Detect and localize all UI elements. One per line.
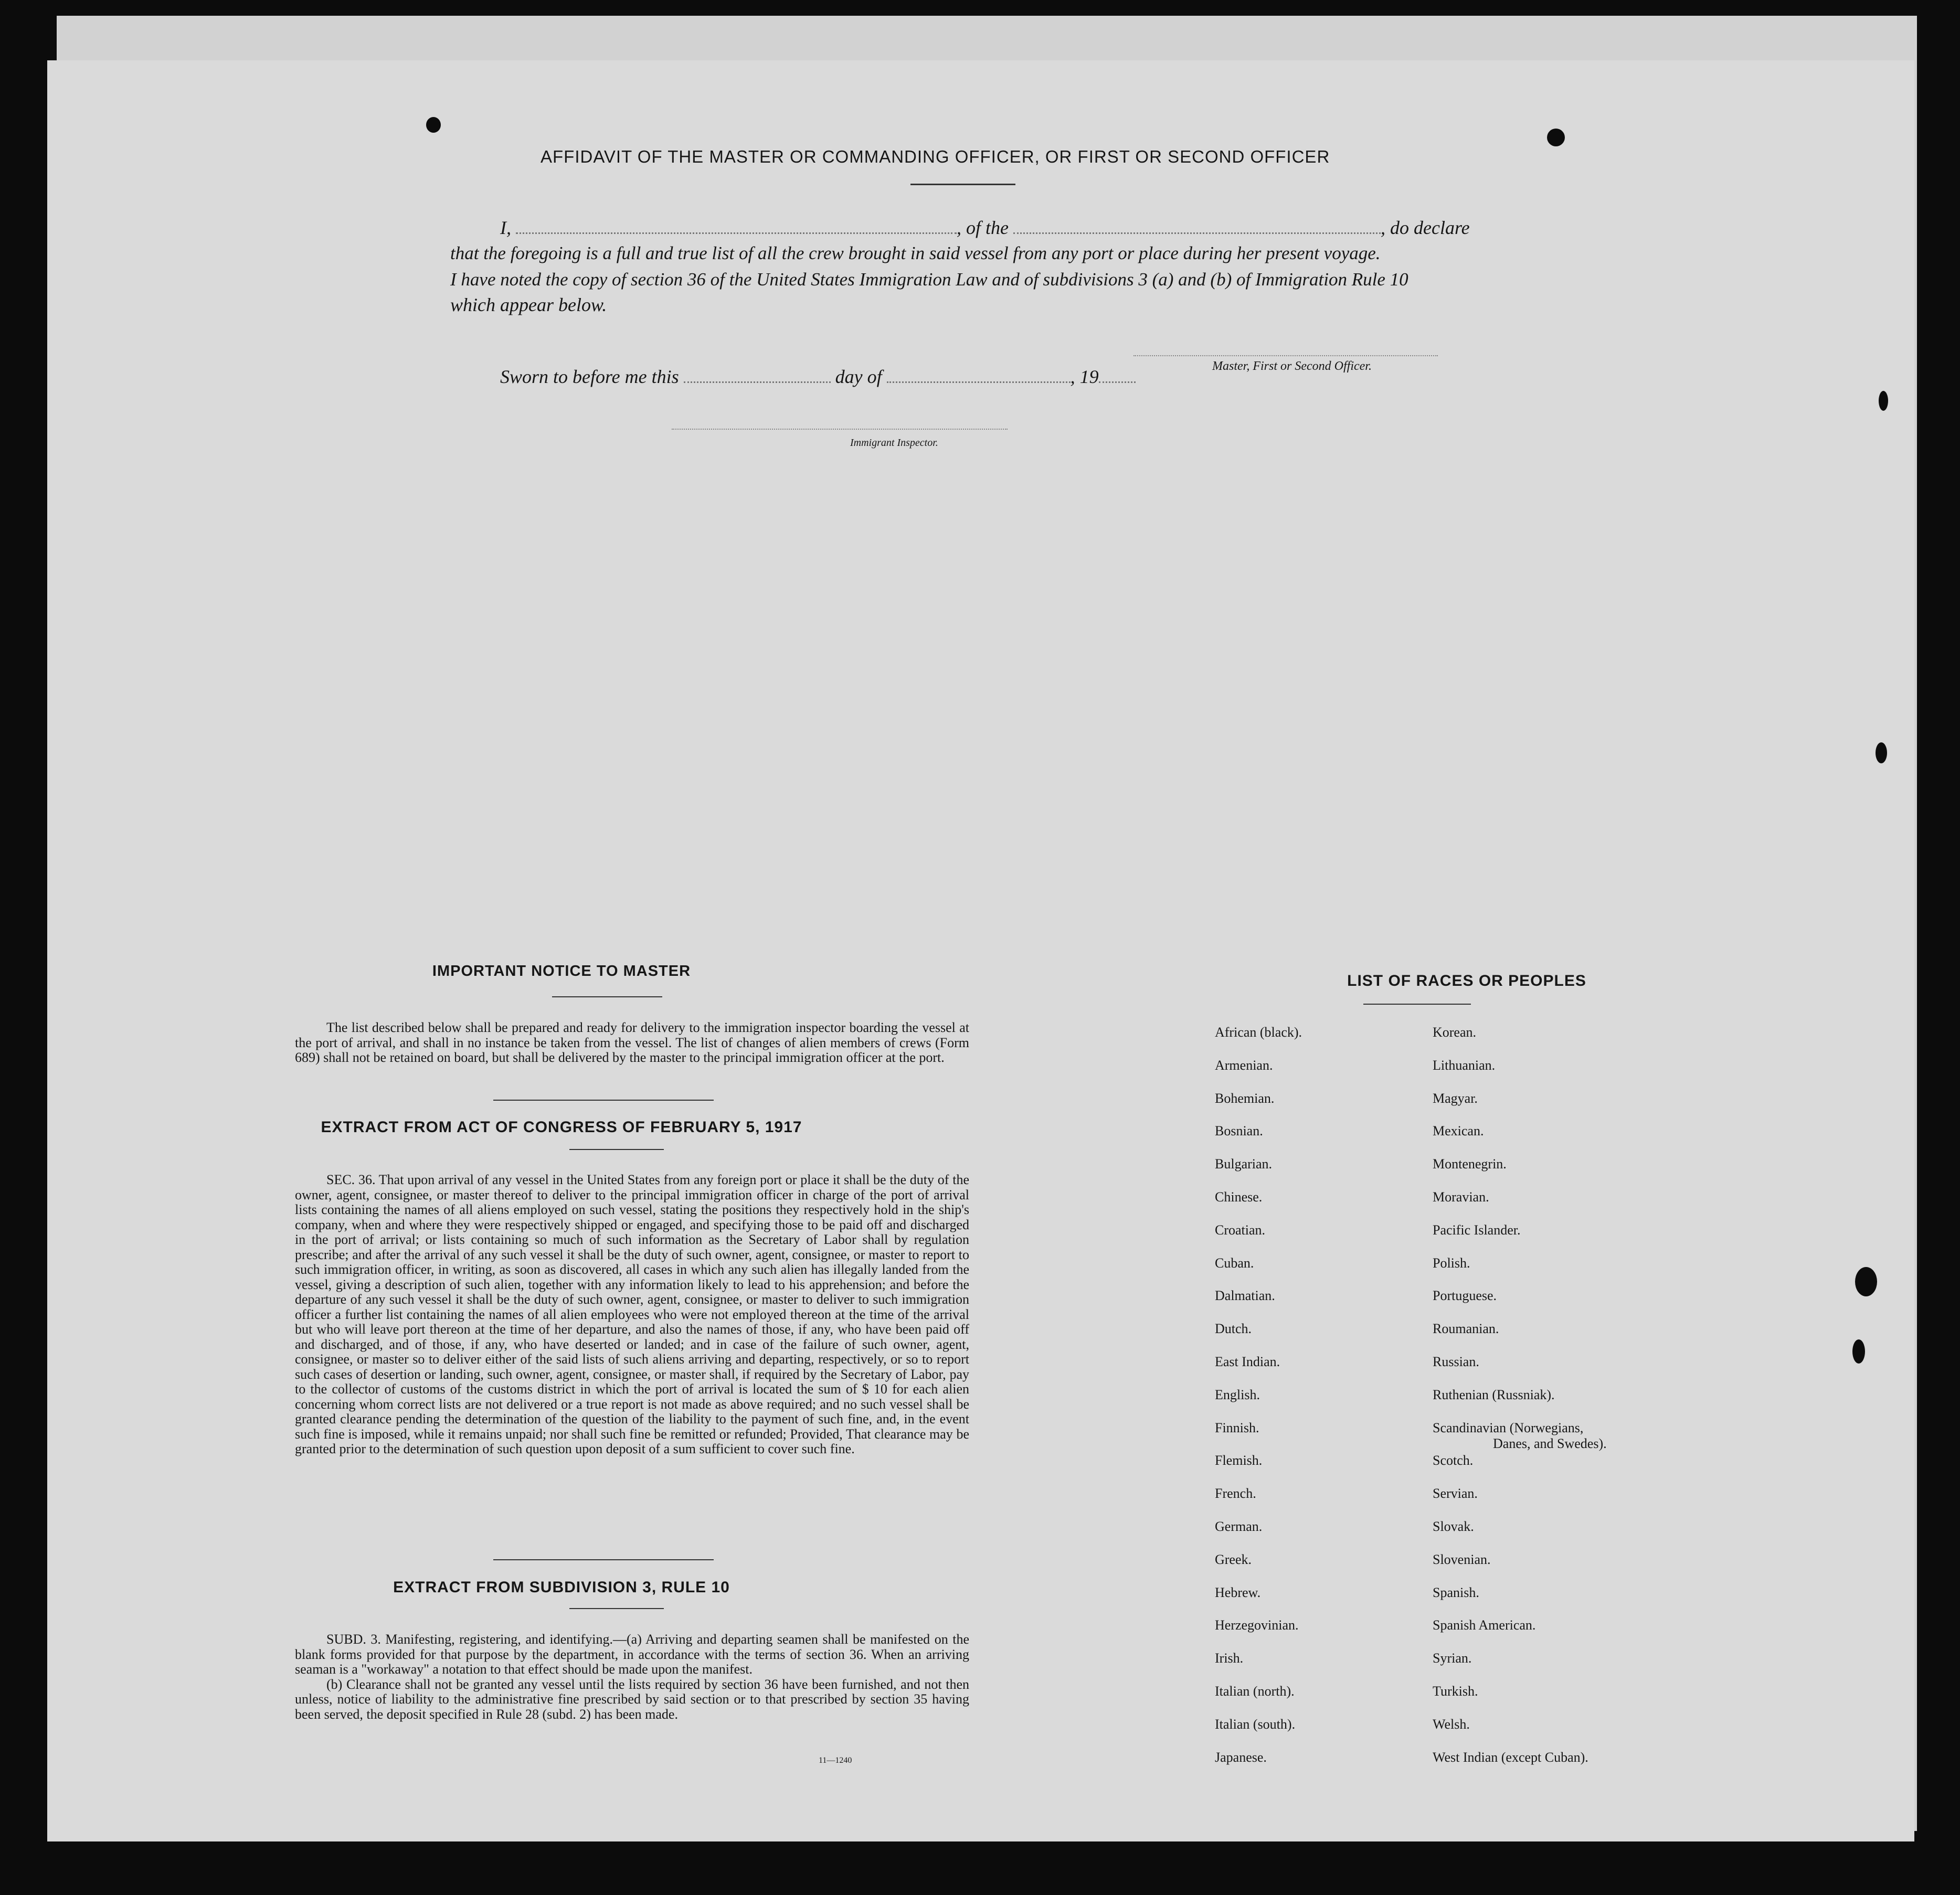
title-rule [910, 184, 1015, 185]
rule-paragraph-a: SUBD. 3. Manifesting, registering, and identifying.—(a) Arriving and departing seamen shall be manifested on the blank forms provided for that purpose by the department, in accordance with the terms of section 36. When an arriving seaman is a "workaway" a notation to that effect should be made upon the manifest. [295, 1632, 969, 1677]
race-item: Mexican. [1433, 1123, 1484, 1139]
affidavit-declaration-line [450, 217, 1537, 239]
race-item: English. [1215, 1387, 1260, 1402]
inspector-caption: Immigrant Inspector. [850, 437, 938, 449]
race-item: Pacific Islander. [1433, 1222, 1521, 1238]
race-item: Dalmatian. [1215, 1288, 1275, 1304]
race-item: Bulgarian. [1215, 1156, 1273, 1172]
punch-hole [1855, 1267, 1877, 1296]
race-item: German. [1215, 1519, 1263, 1534]
affidavit-line-4: which appear below. [450, 294, 607, 315]
notice-paragraph: The list described below shall be prepared and ready for delivery to the immigration inspector boarding the vessel at the port of arrival, and shall in no instance be taken from the vessel. The list of changes of alien members of crews (Form 689) shall not be retained on board, but shall be delivered by the master to the principal immigration officer at the port. [295, 1020, 969, 1065]
punch-hole [426, 117, 441, 133]
race-item: African (black). [1215, 1025, 1302, 1040]
race-item: Magyar. [1433, 1090, 1478, 1106]
race-item: Russian. [1433, 1354, 1479, 1369]
affidavit-line-3: I have noted the copy of section 36 of the United States Immigration Law and of subdivisions 3 (a) and (b) of Immigration Rule 10 [450, 269, 1408, 290]
year-label: , 19 [1070, 366, 1099, 387]
race-item: Bosnian. [1215, 1123, 1263, 1139]
race-item: Chinese. [1215, 1189, 1263, 1205]
race-item: Spanish. [1433, 1584, 1479, 1600]
rule-heading: EXTRACT FROM SUBDIVISION 3, RULE 10 [393, 1579, 730, 1596]
affidavit-title: AFFIDAVIT OF THE MASTER OR COMMANDING OFFICER, OR FIRST OR SECOND OFFICER [541, 147, 1330, 166]
race-item: Roumanian. [1433, 1321, 1499, 1337]
race-item: Flemish. [1215, 1453, 1263, 1468]
sworn-label: Sworn to before me this [500, 366, 679, 387]
race-item: Scotch. [1433, 1453, 1474, 1468]
section-divider [493, 1559, 714, 1560]
race-item: Cuban. [1215, 1255, 1254, 1271]
race-item: Italian (north). [1215, 1684, 1295, 1699]
sworn-month-field[interactable] [887, 367, 1071, 383]
race-item: Danes, and Swedes). [1493, 1435, 1607, 1451]
punch-hole [1547, 129, 1565, 146]
notice-heading: IMPORTANT NOTICE TO MASTER [432, 963, 691, 980]
races-heading: LIST OF RACES OR PEOPLES [1347, 972, 1586, 989]
affiant-name-field[interactable] [516, 218, 957, 234]
rule-rule [569, 1608, 664, 1609]
punch-hole [1879, 391, 1888, 411]
race-item: West Indian (except Cuban). [1433, 1749, 1588, 1765]
race-item: Korean. [1433, 1025, 1477, 1040]
affiant-label: I, [500, 217, 511, 238]
race-item: Irish. [1215, 1651, 1244, 1666]
race-item: French. [1215, 1486, 1256, 1502]
race-item: Portuguese. [1433, 1288, 1497, 1304]
race-item: Japanese. [1215, 1749, 1267, 1765]
punch-hole [1876, 742, 1887, 763]
day-of-label: day of [835, 366, 882, 387]
race-item: Spanish American. [1433, 1617, 1536, 1633]
act-paragraph: SEC. 36. That upon arrival of any vessel in the United States from any foreign port or place it shall be the duty of the owner, agent, consignee, or master thereof to deliver to the principal immigration officer in charge of the port of arrival lists containing the names of all aliens employed on such vessel, stating the positions they respectively hold in the ship's company, when and where they were respectively shipped or engaged, and specifying those to be paid off and discharged in the port of arrival; or lists containing so much of such information as the Secretary of Labor shall by regulation prescribe; and after the arrival of any such vessel it shall be the duty of such owner, agent, consignee, or master to report to such immigration officer, in writing, as soon as discovered, all cases in which any such alien has illegally landed from the vessel, giving a description of such alien, together with any information likely to lead to his apprehension; and before the departure of any such vessel it shall be the duty of such owner, agent, consignee, or master to deliver to such immigration officer a further list containing the names of all alien employees who were not employed thereon at the time of the arrival but who will leave port thereon at the time of her departure, and also the names of those, if any, who have been paid off and discharged, and of those, if any, who have deserted or landed; and in case of the failure of such owner, agent, consignee, or master so to deliver either of the said lists of such aliens arriving and departing, respectively, or so to report such cases of desertion or landing, such owner, agent, consignee, or master shall, if required by the Secretary of Labor, pay to the collector of customs of the customs district in which the port of arrival is located the sum of $ 10 for each alien concerning whom correct lists are not delivered or a true report is not made as above required; and no such vessel shall be granted clearance pending the determination of the question of the liability to the payment of such fine, and, in the event such fine is imposed, while it remains unpaid; nor shall such fine be remitted or refunded; Provided, That clearance may be granted prior to the determination of such question upon deposit of a sum sufficient to cover such fine. [295, 1172, 969, 1456]
act-text [295, 1173, 969, 1457]
race-item: Italian (south). [1215, 1716, 1296, 1732]
race-item: Finnish. [1215, 1420, 1259, 1435]
inspector-signature-line[interactable] [672, 428, 1008, 430]
declare-label: , do declare [1380, 217, 1470, 238]
race-item: Montenegrin. [1433, 1156, 1507, 1172]
act-rule [569, 1149, 664, 1150]
sworn-year-field[interactable] [1099, 367, 1136, 383]
race-item: Greek. [1215, 1551, 1252, 1567]
master-signature-line[interactable] [1133, 354, 1438, 356]
notice-text [295, 1020, 969, 1066]
race-item: Bohemian. [1215, 1090, 1275, 1106]
race-item: Slovenian. [1433, 1551, 1491, 1567]
race-item: East Indian. [1215, 1354, 1280, 1369]
race-item: Croatian. [1215, 1222, 1266, 1238]
race-item: Moravian. [1433, 1189, 1489, 1205]
vessel-label: , of the [957, 217, 1009, 238]
race-item: Herzegovinian. [1215, 1617, 1299, 1633]
punch-hole [1852, 1339, 1865, 1364]
master-signature-caption: Master, First or Second Officer. [1212, 359, 1372, 373]
act-heading: EXTRACT FROM ACT OF CONGRESS OF FEBRUARY 5, 1917 [321, 1119, 802, 1136]
vessel-name-field[interactable] [1013, 218, 1381, 234]
race-item: Lithuanian. [1433, 1057, 1496, 1073]
race-item: Scandinavian (Norwegians, [1433, 1420, 1584, 1435]
race-item: Armenian. [1215, 1057, 1273, 1073]
race-item: Turkish. [1433, 1684, 1478, 1699]
race-item: Welsh. [1433, 1716, 1470, 1732]
race-item: Syrian. [1433, 1651, 1472, 1666]
section-divider [493, 1100, 714, 1101]
rule-text [295, 1632, 969, 1722]
race-item: Dutch. [1215, 1321, 1252, 1337]
document-page [47, 60, 1914, 1841]
affidavit-line-2: that the foregoing is a full and true list of all the crew brought in said vessel from any port or place during her present voyage. [450, 243, 1381, 263]
race-item: Hebrew. [1215, 1584, 1261, 1600]
sworn-day-field[interactable] [684, 367, 831, 383]
race-item: Polish. [1433, 1255, 1470, 1271]
rule-paragraph-b: (b) Clearance shall not be granted any vessel until the lists required by section 36 have been furnished, and not then unless, notice of liability to the administrative fine prescribed by said section or to that prescribed by section 35 having been served, the deposit specified in Rule 28 (subd. 2) has been made. [295, 1676, 969, 1722]
race-item: Servian. [1433, 1486, 1478, 1502]
sworn-line [450, 366, 1537, 388]
form-number: 11—1240 [819, 1756, 852, 1765]
races-rule [1363, 1004, 1471, 1005]
race-item: Slovak. [1433, 1519, 1474, 1534]
race-item: Ruthenian (Russniak). [1433, 1387, 1555, 1402]
notice-rule [552, 996, 662, 997]
